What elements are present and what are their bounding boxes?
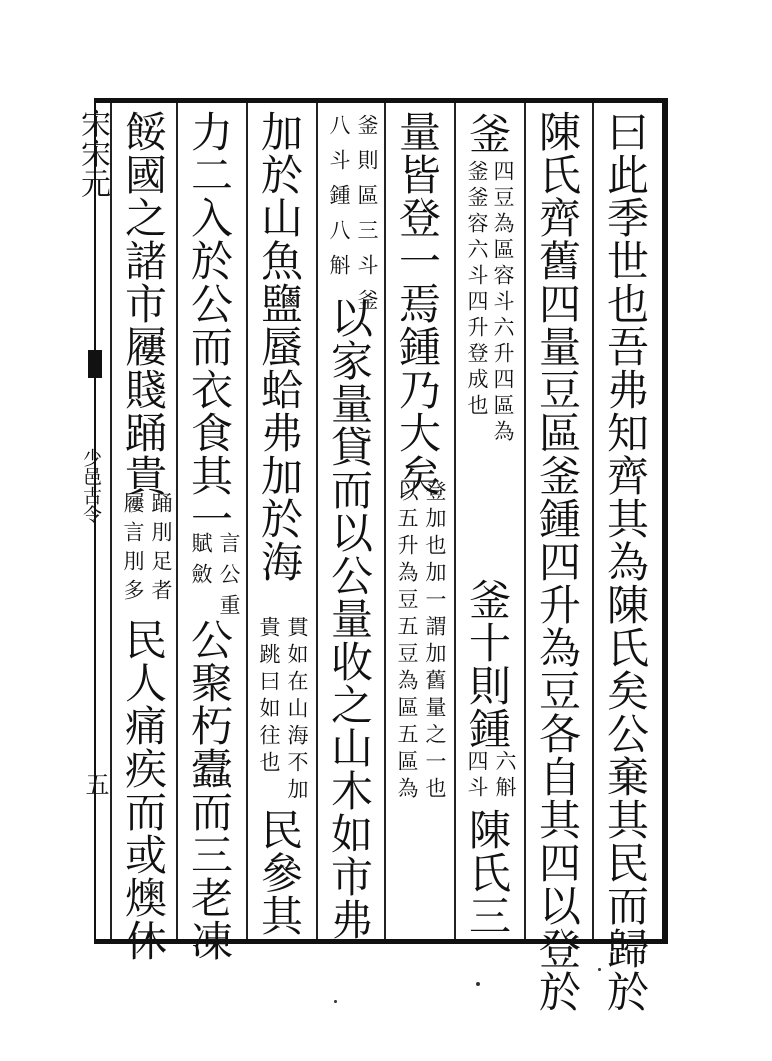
text-column-4-note-right: 登加也加一謂加舊量之一也: [423, 480, 447, 804]
column-rule: [316, 103, 318, 939]
text-column-6-note-left: 貴跳曰如往也: [257, 616, 281, 778]
text-column-3-note-right: 四豆為區容斗六升四區為: [491, 160, 515, 446]
text-column-4-note-left: 以五升為豆五豆為區五區為: [395, 480, 419, 804]
text-column-3-note-c: 六斛: [493, 750, 517, 802]
text-column-3-big-end: 陳氏三: [463, 808, 512, 937]
column-rule: [110, 103, 112, 939]
text-column-3-note-d: 四斗: [465, 750, 489, 802]
fishtail-mark: [88, 350, 102, 378]
column-rule: [592, 103, 594, 939]
text-column-5-note-right: 釜則區三斗釜: [355, 114, 379, 324]
column-rule: [384, 103, 386, 939]
text-column-7-note-right: 言公重: [217, 532, 241, 625]
column-rule: [454, 103, 456, 939]
text-column-7-big-a: 力二入於公而衣食其一: [185, 110, 234, 540]
text-column-3-big-mid: 釜十則鍾: [463, 578, 512, 750]
text-column-7-big-b: 公聚朽蠹而三老凍: [185, 618, 234, 962]
text-column-6-note-right: 貫如在山海不加: [285, 616, 309, 805]
text-column-3-note-left: 釜釜容六斗四升登成也: [465, 160, 489, 420]
text-column-1: 曰此季世也吾弗知齊其為陳氏矣公棄其民而歸於: [601, 110, 650, 1013]
text-column-8-big-b: 民人痛疾而或燠休: [119, 618, 168, 962]
text-column-8-big-a: 餒國之諸市屨賤踊貴: [119, 110, 168, 497]
margin-page-number: 五: [81, 772, 109, 796]
text-column-5-note-left: 八斗鍾八斛: [327, 114, 351, 289]
print-speck: [334, 1000, 337, 1003]
column-rule: [246, 103, 248, 939]
text-column-8-note-right: 踊刖足者: [149, 492, 173, 608]
text-column-6-big-a: 加於山魚鹽蜃蛤弗加於海: [255, 110, 304, 583]
text-column-3-big-top: 釜: [463, 112, 512, 155]
text-column-2: 陳氏齊舊四量豆區釜鍾四升為豆各自其四以登於: [533, 110, 582, 1013]
text-column-6-big-b: 民參其: [255, 808, 304, 937]
text-column-4-big: 量皆登一焉鍾乃大矣: [393, 110, 442, 497]
text-column-8-note-left: 屨言刖多: [121, 492, 145, 608]
column-rule: [524, 103, 526, 939]
margin-book-title: 宋宋元: [75, 108, 110, 198]
margin-section: 少邑古令: [80, 448, 102, 524]
text-column-5-big: 以家量貸而以公量收之山木如市弗: [325, 296, 374, 941]
print-speck: [476, 982, 480, 986]
print-speck: [598, 968, 601, 971]
text-column-7-note-left: 賦斂: [189, 532, 213, 594]
column-rule: [176, 103, 178, 939]
